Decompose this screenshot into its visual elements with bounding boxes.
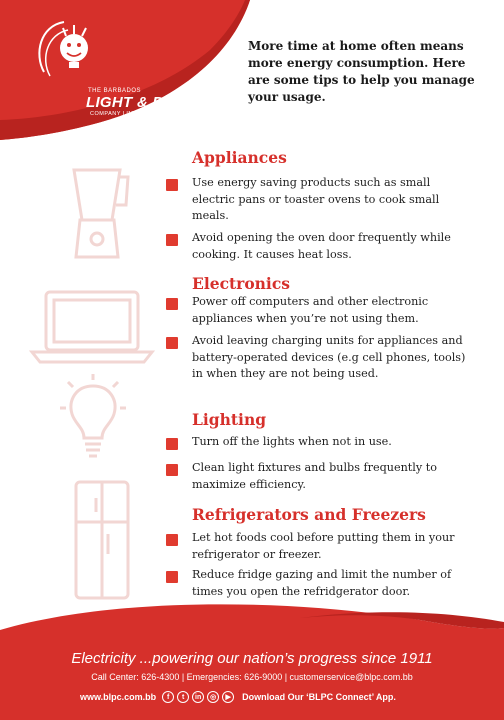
tip-bullet: [166, 298, 178, 310]
tip-bullet: [166, 337, 178, 349]
tip-bullet: [166, 179, 178, 191]
facebook-icon[interactable]: f: [162, 691, 174, 703]
twitter-icon[interactable]: t: [177, 691, 189, 703]
website-link[interactable]: www.blpc.com.bb: [80, 692, 157, 702]
tip-electronics-1: Power off computers and other electronic appliances when you’re not using them.: [192, 295, 429, 325]
tip-electronics-2: Avoid leaving charging units for appliances and battery-operated devices (e.g cell phones, tools) in when they are not being used.: [192, 334, 466, 380]
tip-bullet: [166, 234, 178, 246]
tip-bullet: [166, 438, 178, 450]
tip-lighting-2: Clean light fixtures and bulbs frequently to maximize efficiency.: [192, 461, 437, 491]
tip-refrigerators-1: Let hot foods cool before putting them in your refrigerator or freezer.: [192, 531, 455, 561]
tip-appliances-1: Use energy saving products such as small electric pans or toaster ovens to cook small meals.: [192, 176, 440, 222]
footer-slogan: Electricity ...powering our nation’s progress since 1911: [71, 650, 433, 667]
tip-bullet: [166, 464, 178, 476]
logo-line-3: COMPANY LIMITED: [90, 111, 149, 117]
blpc-logo: [28, 14, 211, 117]
youtube-icon[interactable]: ▶: [222, 691, 234, 703]
linkedin-icon[interactable]: in: [192, 691, 204, 703]
section-title-appliances: Appliances: [192, 148, 287, 167]
laptop-icon: [28, 286, 156, 366]
smiling-bulb-mascot-icon: [36, 14, 96, 84]
logo-line-1: THE BARBADOS: [88, 88, 142, 94]
tip-refrigerators-2: Reduce fridge gazing and limit the number of times you open the refridgerator door.: [192, 568, 452, 598]
blender-icon: [62, 165, 132, 265]
refrigerator-icon: [72, 478, 132, 600]
tip-appliances-2: Avoid opening the oven door frequently while cooking. It causes heat loss.: [192, 231, 451, 261]
tip-bullet: [166, 534, 178, 546]
section-title-electronics: Electronics: [192, 274, 290, 293]
tip-lighting-1: Turn off the lights when not in use.: [192, 435, 392, 448]
instagram-icon[interactable]: ◎: [207, 691, 219, 703]
footer-contacts: Call Center: 626-4300 | Emergencies: 626-9000 | customerservice@blpc.com.bb: [91, 672, 413, 682]
footer-links-row: [80, 690, 396, 704]
intro-text: More time at home often means more energy consumption. Here are some tips to help you manage your usage.: [248, 39, 475, 104]
app-download-text[interactable]: Download Our ‘BLPC Connect’ App.: [242, 692, 396, 702]
section-title-lighting: Lighting: [192, 410, 267, 429]
section-title-refrigerators: Refrigerators and Freezers: [192, 505, 426, 524]
light-bulb-icon: [58, 372, 128, 462]
tip-bullet: [166, 571, 178, 583]
logo-line-2: LIGHT & POWER: [86, 94, 211, 111]
